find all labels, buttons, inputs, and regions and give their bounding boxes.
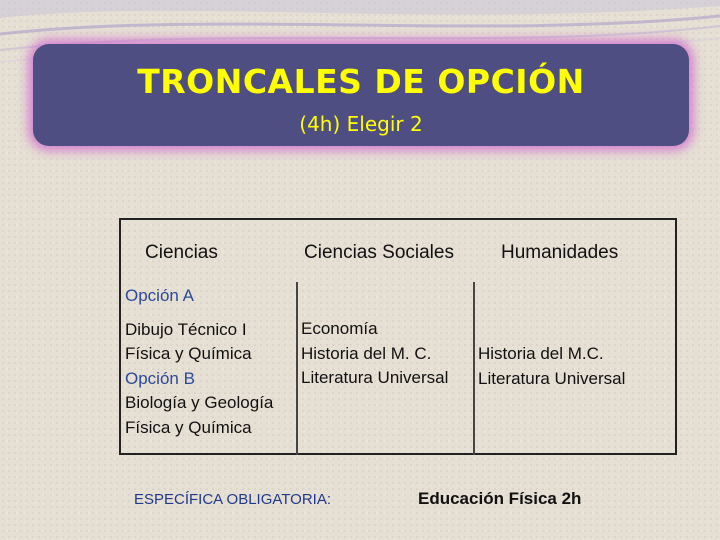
list-item: Historia del M. C. [301,343,432,363]
option-a-label: Opción A [125,286,194,305]
column-divider [296,282,298,455]
page-subtitle: (4h) Elegir 2 [299,112,423,136]
page-title: TRONCALES DE OPCIÓN [137,62,585,101]
list-item: Economía [301,319,378,338]
list-item: Literatura Universal [478,368,626,388]
ciencias-cell [125,284,273,440]
educacion-fisica-label: Educación Física 2h [418,489,582,508]
humanidades-cell [478,342,625,391]
title-banner [33,44,689,146]
option-b-label: Opción B [125,368,195,388]
column-divider [473,282,475,455]
options-table [119,218,677,455]
especifica-obligatoria-label: ESPECÍFICA OBLIGATORIA: [134,491,331,508]
column-header-humanidades: Humanidades [501,242,619,263]
list-item: Física y Química [125,417,252,437]
ciencias-sociales-cell [301,317,448,391]
list-item: Historia del M.C. [478,344,604,363]
list-item: Dibujo Técnico I [125,319,247,339]
list-item: Literatura Universal [301,368,449,387]
column-header-ciencias: Ciencias [145,242,218,263]
list-item: Biología y Geología [125,393,274,412]
list-item: Física y Química [125,344,252,363]
column-header-ciencias-sociales: Ciencias Sociales [304,242,454,263]
